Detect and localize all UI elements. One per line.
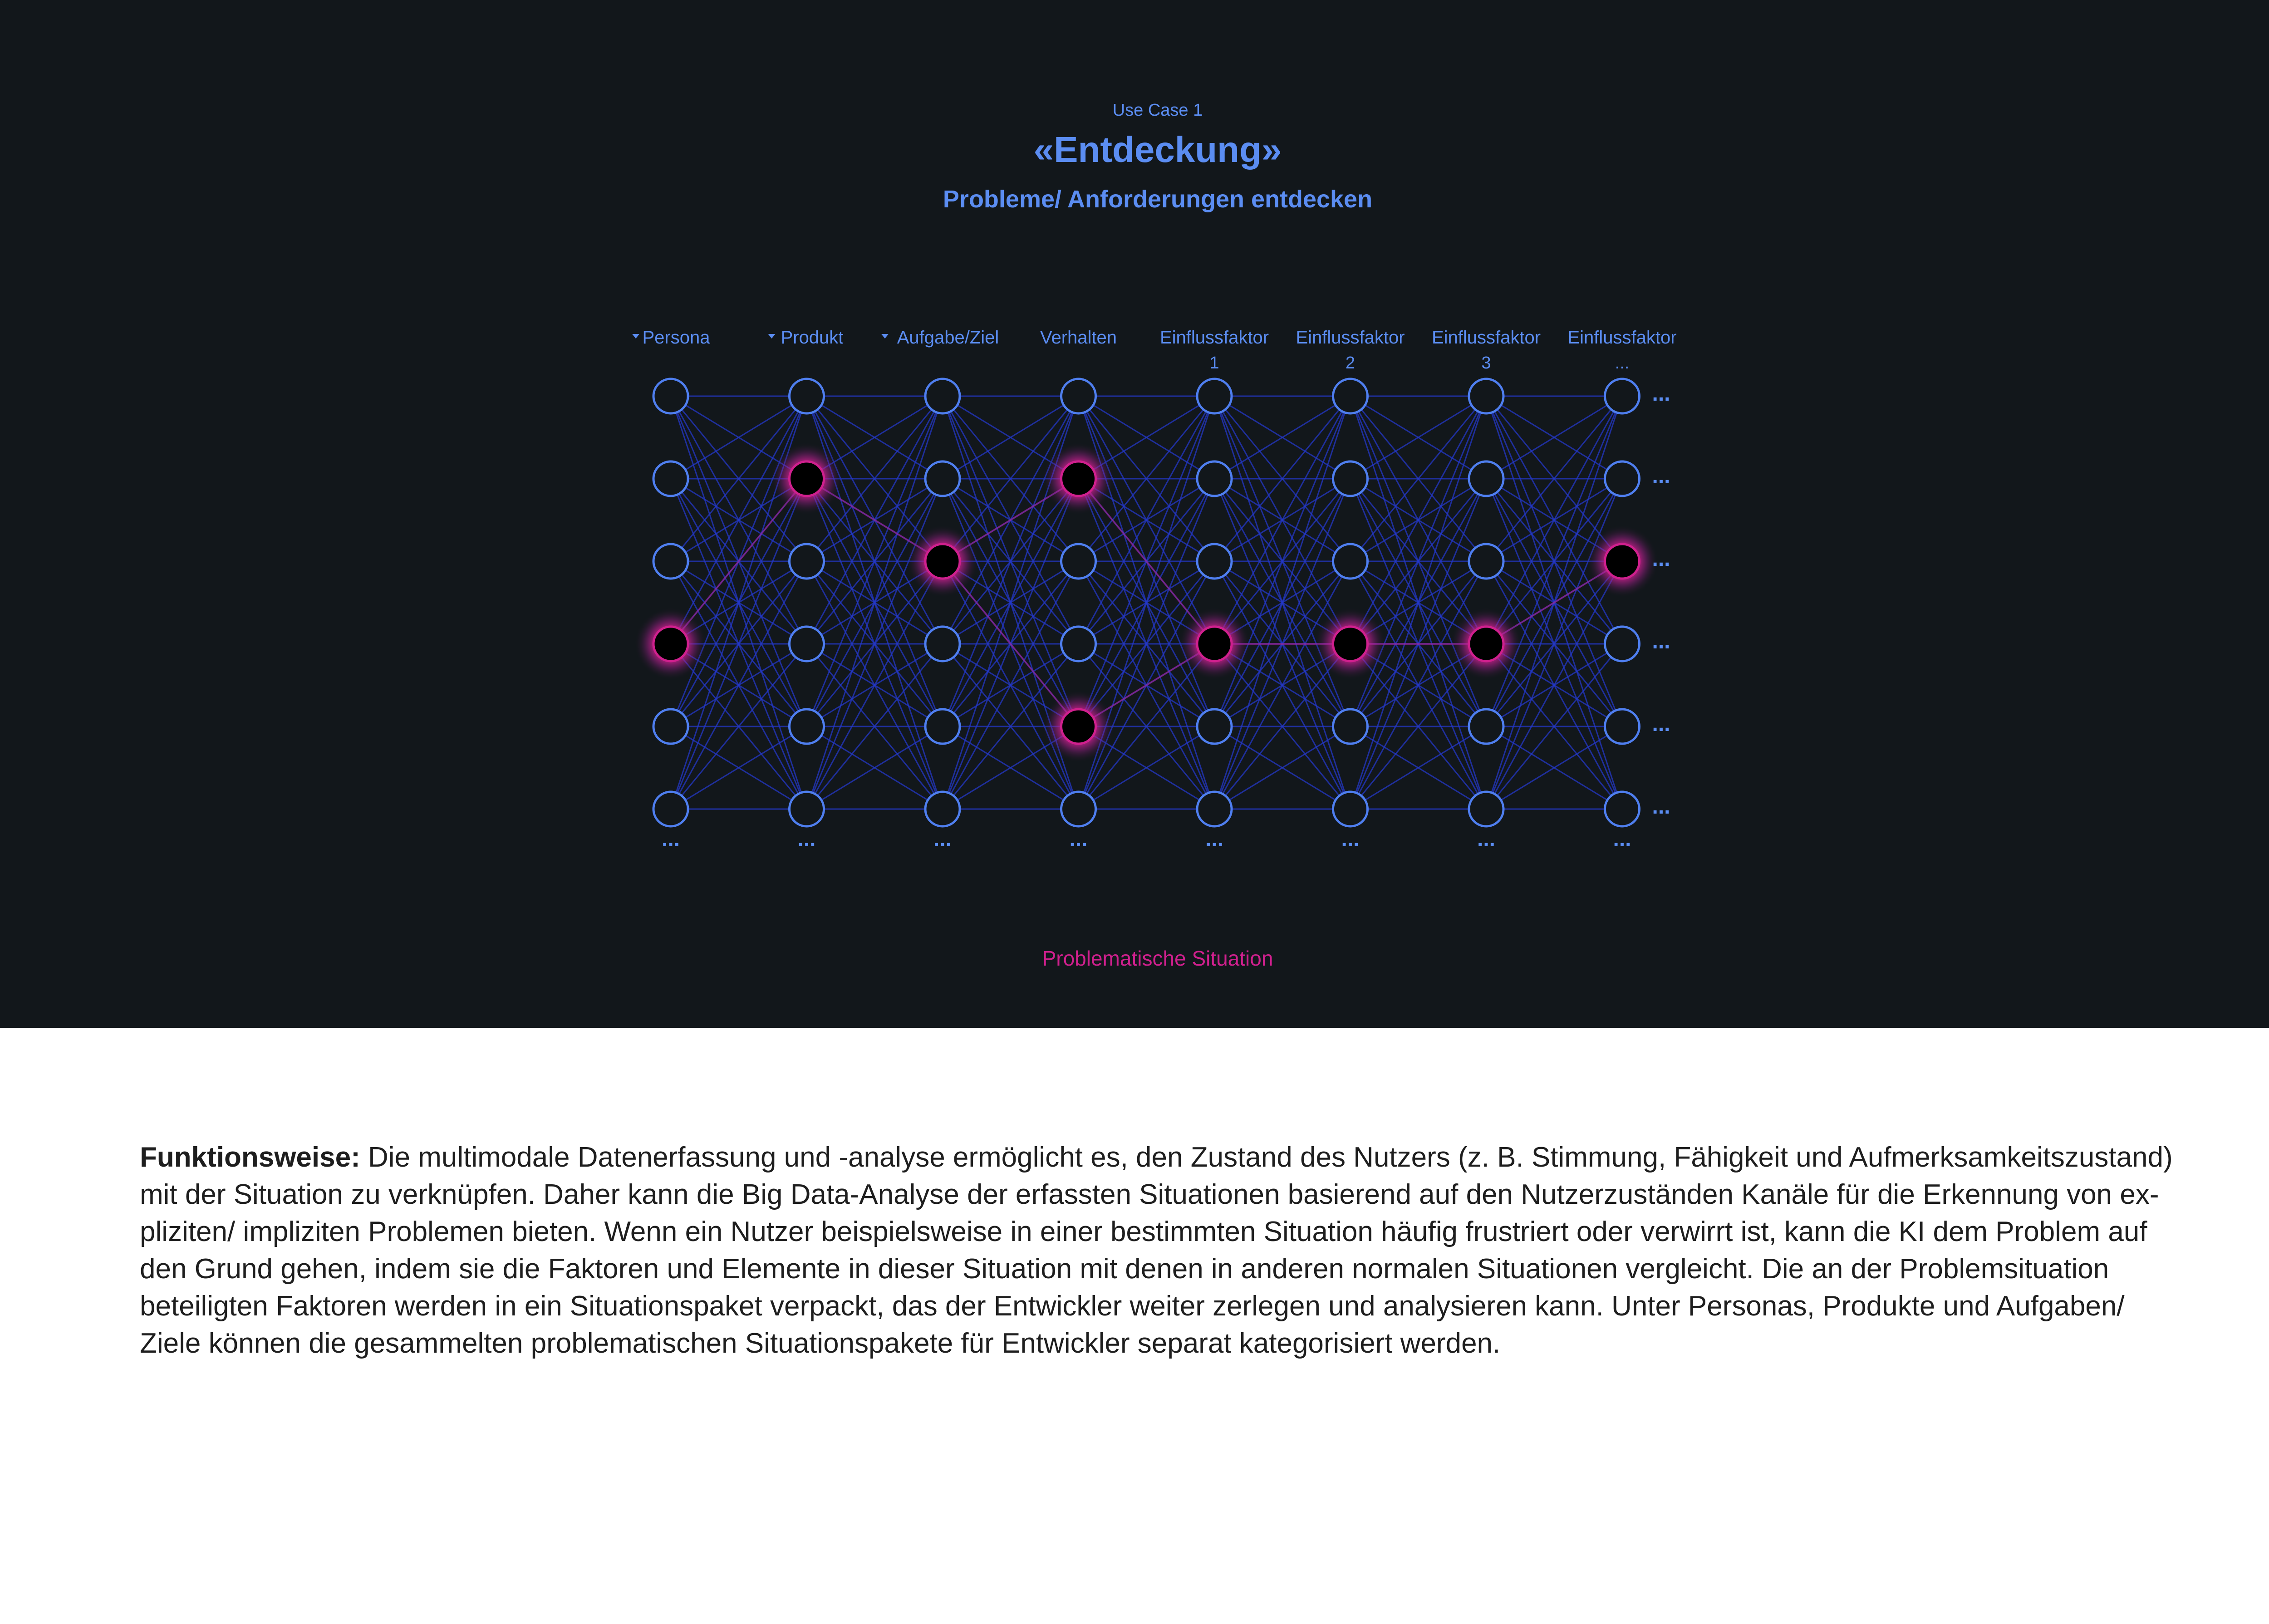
network-node	[925, 709, 960, 744]
network-node	[790, 544, 824, 579]
network-node	[1333, 461, 1368, 496]
column-ellipsis: ...	[797, 827, 816, 851]
row-ellipsis: ...	[1652, 547, 1670, 571]
network-node	[1605, 461, 1640, 496]
active-node	[653, 627, 688, 661]
page-title: «Entdeckung»	[1033, 129, 1282, 170]
active-node	[790, 461, 824, 496]
chevron-down-icon	[768, 334, 776, 339]
network-node	[1605, 709, 1640, 744]
network-node	[925, 379, 960, 413]
active-node	[1197, 627, 1232, 661]
use-case-kicker: Use Case 1	[1112, 101, 1203, 120]
column-label-index: 1	[1209, 353, 1219, 373]
row-ellipsis: ...	[1652, 712, 1670, 736]
chevron-down-icon	[632, 334, 639, 339]
active-node	[1605, 544, 1640, 579]
network-node	[1197, 544, 1232, 579]
active-node	[925, 544, 960, 579]
column-label: Einflussfaktor	[1159, 328, 1269, 348]
column-label: Einflussfaktor	[1296, 328, 1405, 348]
network-node	[1469, 544, 1503, 579]
column-label: Einflussfaktor	[1567, 328, 1677, 348]
network-node	[1605, 627, 1640, 661]
network-node	[653, 461, 688, 496]
column-label: Aufgabe/Ziel	[897, 328, 999, 348]
network-node	[653, 709, 688, 744]
row-ellipsis: ...	[1652, 382, 1670, 406]
active-node	[1061, 709, 1096, 744]
network-node	[790, 792, 824, 826]
column-ellipsis: ...	[1069, 827, 1088, 851]
network-node	[790, 379, 824, 413]
column-label: Produkt	[781, 328, 844, 348]
page-subtitle: Probleme/ Anforderungen entdecken	[943, 186, 1373, 213]
problem-caption: Problematische Situation	[1042, 947, 1273, 970]
network-node	[790, 709, 824, 744]
active-node	[1469, 627, 1503, 661]
column-ellipsis: ...	[1341, 827, 1360, 851]
column-ellipsis: ...	[661, 827, 680, 851]
network-node	[1469, 709, 1503, 744]
network-node	[1469, 792, 1503, 826]
chevron-down-icon	[881, 334, 889, 339]
column-label-index: 3	[1481, 353, 1491, 373]
description	[140, 1139, 2191, 1362]
active-node	[1333, 627, 1368, 661]
network-node	[1333, 792, 1368, 826]
network-node	[790, 627, 824, 661]
network-node	[653, 544, 688, 579]
row-ellipsis: ...	[1652, 464, 1670, 488]
description-text: Die multimodale Datenerfassung und -analyse ermöglicht es, den Zustand des Nutzers (z. B. Stimmung, Fähigkeit und Aufmerksamkeitszustand) mit der Situation zu verknüpfen. Daher kann die Big Data-Analyse der erfassten Situationen basierend auf den Nutzerzuständen Kanäle für die Erkennung von ex-pliziten/ impliziten Problemen bieten. Wenn ein Nutzer beispielsweise in einer bestimmten Situation häufig frustriert oder verwirrt ist, kann die KI dem Problem auf den Grund gehen, indem sie die Faktoren und Elemente in dieser Situation mit denen in anderen normalen Situationen vergleicht. Die an der Problemsituation beteiligten Faktoren werden in ein Situationspaket verpackt, das der Entwickler weiter zerlegen und analysieren kann. Unter Personas, Produkte und Aufgaben/ Ziele können die gesammelten problematischen Situationspakete für Entwickler separat kategorisiert werden.	[140, 1142, 2173, 1359]
column-ellipsis: ...	[1613, 827, 1631, 851]
column-label-index: 2	[1345, 353, 1356, 373]
network-node	[1061, 627, 1096, 661]
network-node	[1333, 709, 1368, 744]
row-ellipsis: ...	[1652, 795, 1670, 819]
network-node	[1061, 544, 1096, 579]
network-node	[653, 792, 688, 826]
network-node	[925, 627, 960, 661]
column-label: Verhalten	[1040, 328, 1117, 348]
network-node	[1333, 544, 1368, 579]
network-node	[1469, 379, 1503, 413]
network-node	[1061, 379, 1096, 413]
network-node	[1605, 792, 1640, 826]
active-node	[1061, 461, 1096, 496]
network-node	[1197, 709, 1232, 744]
network-node	[1605, 379, 1640, 413]
column-label-index: ...	[1615, 353, 1630, 373]
network-node	[925, 792, 960, 826]
column-ellipsis: ...	[1477, 827, 1496, 851]
column-ellipsis: ...	[1205, 827, 1224, 851]
network-node	[1061, 792, 1096, 826]
network-node	[1197, 792, 1232, 826]
network-node	[925, 461, 960, 496]
network-node	[1333, 379, 1368, 413]
network-node	[1469, 461, 1503, 496]
network-node	[1197, 461, 1232, 496]
column-label: Persona	[642, 328, 710, 348]
network-node	[1197, 379, 1232, 413]
description-heading: Funktionsweise:	[140, 1142, 360, 1173]
column-ellipsis: ...	[933, 827, 952, 851]
network-node	[653, 379, 688, 413]
column-label: Einflussfaktor	[1431, 328, 1541, 348]
row-ellipsis: ...	[1652, 629, 1670, 653]
